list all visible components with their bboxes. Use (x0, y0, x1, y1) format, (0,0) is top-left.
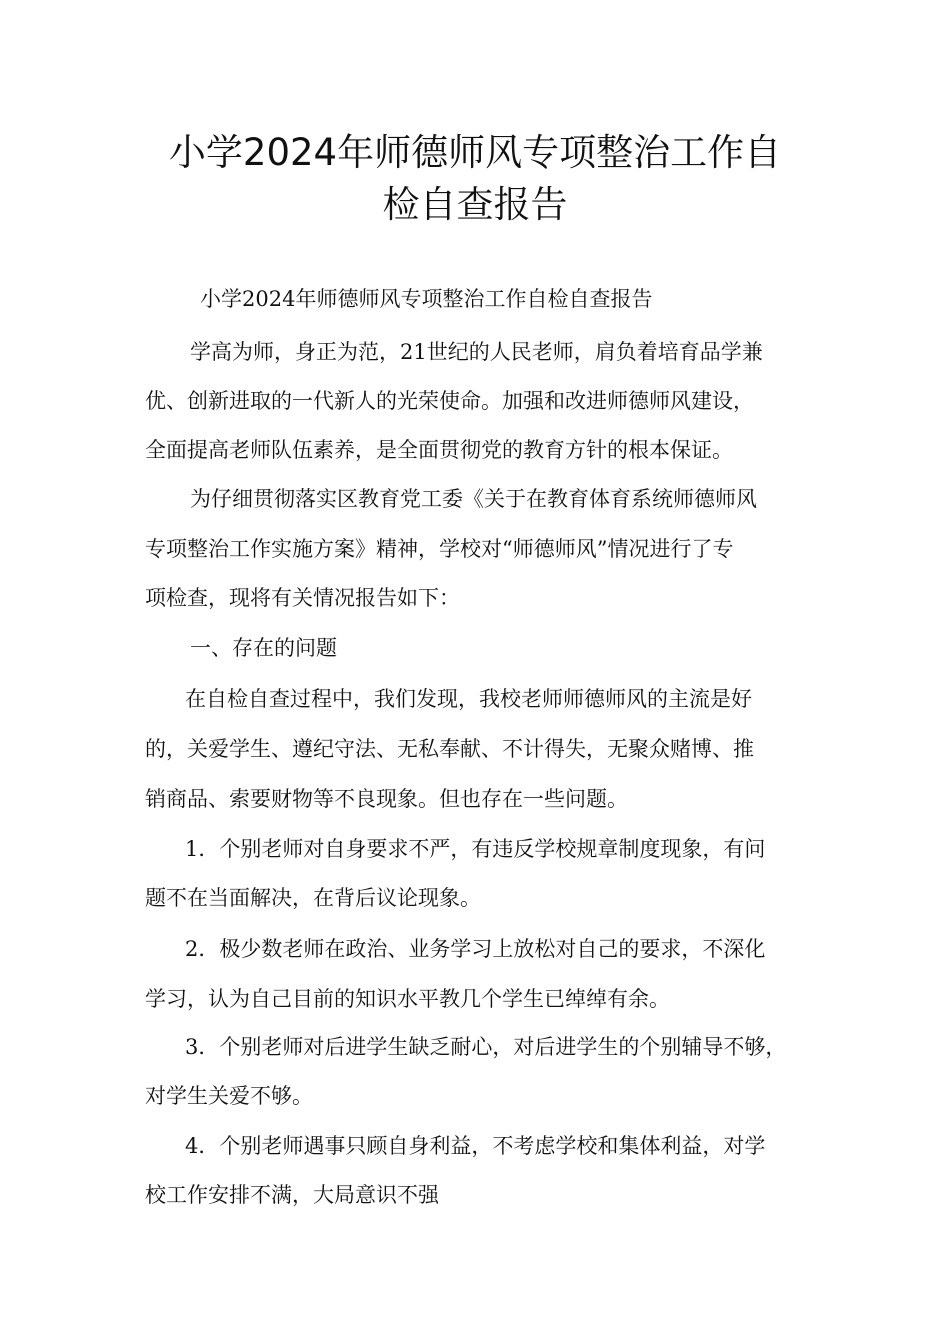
document-title-line-1: 小学2024年师德师风专项整治工作自 (168, 131, 782, 174)
list-item-line: 学习，认为自己目前的知识水平教几个学生已绰绰有余。 (145, 987, 670, 1011)
paragraph-line: 优、创新进取的一代新人的光荣使命。加强和改进师德师风建设， (145, 389, 754, 413)
paragraph-line: 学高为师，身正为范，21世纪的人民老师，肩负着培育品学兼 (190, 340, 763, 364)
list-item-line: 1．个别老师对自身要求不严，有违反学校规章制度现象，有问 (185, 837, 766, 861)
paragraph-line: 的，关爱学生、遵纪守法、无私奉献、不计得失，无聚众赌博、推 (145, 737, 754, 761)
list-item-line: 4．个别老师遇事只顾自身利益，不考虑学校和集体利益，对学 (185, 1134, 766, 1158)
list-item-line: 3．个别老师对后进学生缺乏耐心，对后进学生的个别辅导不够， (185, 1035, 787, 1059)
document-title-line-2: 检自查报告 (382, 183, 568, 226)
list-item-line: 题不在当面解决，在背后议论现象。 (145, 886, 481, 910)
list-item-line: 2．极少数老师在政治、业务学习上放松对自己的要求，不深化 (185, 937, 766, 961)
paragraph-line: 为仔细贯彻落实区教育党工委《关于在教育体育系统师德师风 (190, 487, 757, 511)
document-subtitle: 小学2024年师德师风专项整治工作自检自查报告 (200, 287, 653, 311)
paragraph-line: 在自检自查过程中，我们发现，我校老师师德师风的主流是好 (185, 687, 752, 711)
paragraph-line: 销商品、索要财物等不良现象。但也存在一些问题。 (145, 787, 628, 811)
list-item-line: 对学生关爱不够。 (145, 1084, 313, 1108)
paragraph-line: 项检查，现将有关情况报告如下： (145, 586, 460, 610)
section-heading: 一、存在的问题 (190, 636, 337, 660)
paragraph-line: 专项整治工作实施方案》精神，学校对“师德师风”情况进行了专 (145, 537, 734, 561)
paragraph-line: 全面提高老师队伍素养，是全面贯彻党的教育方针的根本保证。 (145, 438, 733, 462)
list-item-line: 校工作安排不满，大局意识不强 (145, 1183, 439, 1207)
